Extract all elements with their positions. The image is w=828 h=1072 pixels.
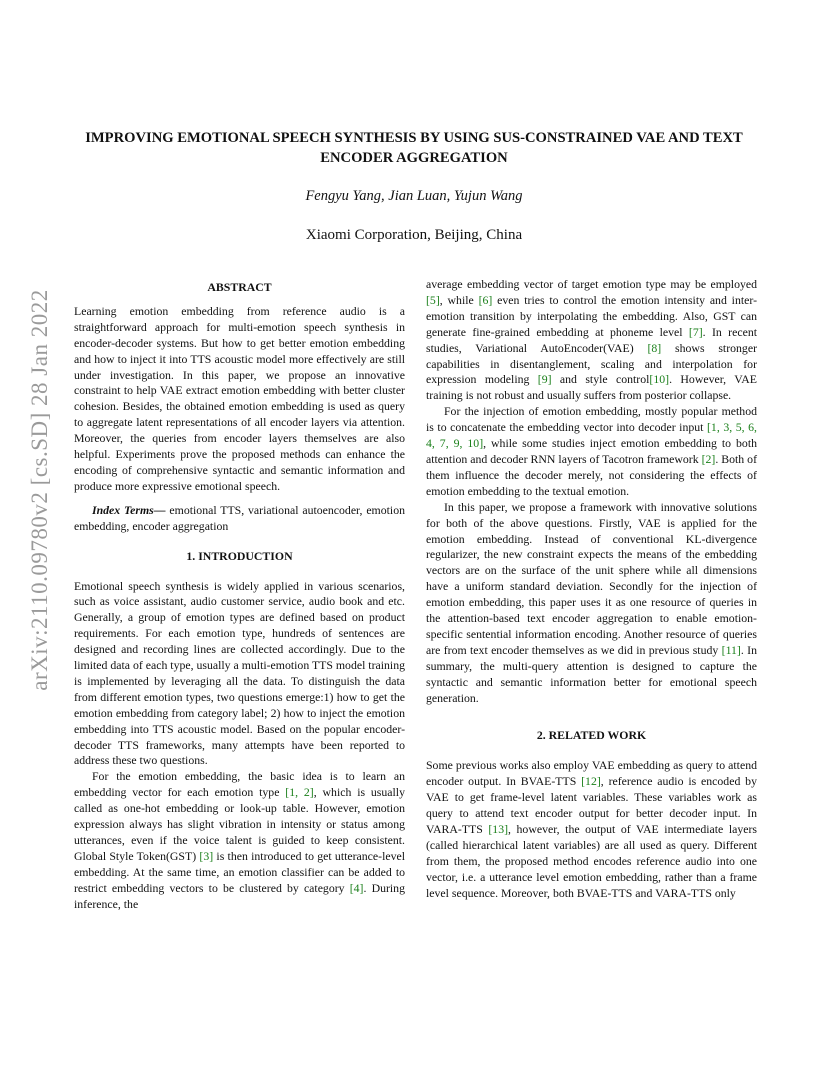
citation-link[interactable]: [7]	[688, 324, 703, 339]
text-span: Some previous works also employ VAE embedding as query to attend encoder output. In BVAE-TTS	[426, 758, 757, 789]
text-span: is then introduced to get utterance-level embedding. At the same time, an emotion classifier can be added to restrict embedding vectors to be clustered by category	[74, 848, 405, 895]
text-span: . However, VAE training is not robust and usually suffers from posterior collapse.	[426, 372, 758, 403]
paper-title: IMPROVING EMOTIONAL SPEECH SYNTHESIS BY USING SUS-CONSTRAINED VAE AND TEXT ENCODER AGGREGATION	[85, 130, 743, 166]
citation-link[interactable]: [10]	[649, 372, 670, 387]
text-span: . Both of them influence the decoder merely, not considering the effects of emotion embedding to the textual emotion.	[426, 451, 757, 498]
intro-heading: 1. INTRODUCTION	[186, 548, 293, 563]
text-span: , however, the output of VAE intermediate layers (called hierarchical latent variables) are all used as query. Different from them, the proposed method encodes reference audio into one vector, i.e. a utterance level emotion embedding, rather than a frame level sequence. Moreover, both BVAE-TTS and VARA-TTS only	[426, 822, 757, 900]
text-span: , reference audio is encoded by VAE to get frame-level latent variables. These variables work as query to attend text encoder output for better decoder input. In VARA-TTS	[426, 774, 757, 836]
paper-affiliation: Xiaomi Corporation, Beijing, China	[305, 227, 523, 243]
text-span: For the injection of emotion embedding, mostly popular method is to concatenate the embedding vector into decoder input	[426, 404, 757, 435]
text-span: , while	[439, 292, 479, 307]
text-span: . In recent studies, Variational AutoEncoder(VAE)	[426, 324, 757, 355]
index-terms	[74, 503, 405, 535]
intro-paragraph-3	[426, 277, 757, 404]
intro-paragraph-5	[426, 500, 757, 707]
intro-paragraph-2	[74, 769, 405, 912]
citation-link[interactable]: [13]	[488, 822, 509, 836]
abstract-text: Learning emotion embedding from reference audio is a straightforward approach for multi-emotion speech synthesis in encoder-decoder systems. But how to get better emotion embedding and how to inject it into TTS acoustic model more effectively are still under investigation. In this paper, we propose an innovative constraint to help VAE extract emotion embedding with better cluster cohesion. Besides, the obtained emotion embedding is used as query to aggregate latent representations of all encoder layers via attention. Moreover, the queries from encoder layers themselves are also helpful. Experiments prove the proposed methods can enhance the encoding of comprehensive syntactic and semantic information and produce more expressive emotional speech.	[74, 303, 405, 493]
text-span: . During inference, the	[74, 880, 405, 911]
text-span: average embedding vector of target emotion type may be employed	[426, 277, 757, 291]
citation-link[interactable]: [9]	[537, 372, 552, 387]
related-work-paragraph-1	[426, 758, 757, 901]
citation-link[interactable]: [5]	[426, 292, 440, 307]
citation-link[interactable]: [12]	[581, 774, 601, 789]
text-span: shows stronger capabilities in disentanglement, scaling and interpolation for expression modeling	[426, 340, 757, 387]
text-span: and style control	[551, 372, 650, 387]
abstract-heading: ABSTRACT	[207, 280, 272, 294]
citation-link[interactable]: [11]	[721, 642, 741, 657]
intro-paragraph-4	[426, 404, 757, 499]
intro-paragraph-1: Emotional speech synthesis is widely applied in various scenarios, such as voice assistant, audio customer service, audio book and etc. Generally, a group of emotion types are defined based on product requirements. For each emotion type, hundreds of sentences are designed and recording lines are collected accordingly. Due to the limited data of each type, usually a multi-emotion TTS model training is implemented by leveraging all the data. To distinguish the data from different emotion types, two questions emerge:1) how to get the emotion embedding from category label; 2) how to inject the emotion embedding into TTS acoustic model. Based on the popular encoder-decoder TTS frameworks, many attempts have been reported to address these two questions.	[74, 578, 406, 768]
citation-link[interactable]: [3]	[199, 848, 214, 863]
text-span: In this paper, we propose a framework with innovative solutions for both of the above questions. Firstly, VAE is applied for the emotion embedding. Instead of conventional KL-divergence regularizer, the new constraint expects the means of the embedding vectors are on the surface of the unit sphere while all dimensions have a uniform standard deviation. Secondly for the injection of emotion embedding, this paper uses it as one resource of queries in the attention-based text encoder aggregation to enable emotion-specific sentential information encoding. Another resource of queries are from text encoder themselves as we did in previous study	[426, 499, 757, 657]
text-span: . In summary, the multi-query attention is designed to capture the syntactic and semantic information better for emotional speech generation.	[426, 642, 757, 705]
index-terms-label: Index Terms—	[92, 502, 166, 517]
citation-link[interactable]: [1, 3, 5, 6, 4, 7, 9, 10]	[426, 420, 757, 451]
text-span: , which is usually called as one-hot embedding or look-up table. However, emotion expression always has slight vibration in intensity or status among utterances, even if the voice talent is guided to keep consistent. Global Style Token(GST)	[74, 785, 405, 863]
text-span: For the emotion embedding, the basic idea is to learn an embedding vector for each emotion type	[74, 769, 405, 800]
citation-link[interactable]: [1, 2]	[285, 785, 314, 800]
left-column	[74, 280, 405, 913]
citation-link[interactable]: [2]	[701, 451, 716, 466]
citation-link[interactable]: [4]	[349, 880, 364, 895]
arxiv-identifier: arXiv:2110.09780v2 [cs.SD] 28 Jan 2022	[27, 289, 52, 691]
index-terms-text: emotional TTS, variational autoencoder, emotion embedding, encoder aggregation	[74, 502, 405, 533]
right-column	[426, 277, 757, 902]
text-span: even tries to control the emotion intensity and inter-emotion transition by interpolating the embedding. Also, GST can generate fine-grained embedding at phoneme level	[426, 292, 757, 339]
citation-link[interactable]: [6]	[478, 292, 493, 307]
paper-authors: Fengyu Yang, Jian Luan, Yujun Wang	[305, 188, 523, 204]
text-span: , while some studies inject emotion embedding to both attention and decoder RNN layers of Tacotron framework	[426, 436, 757, 466]
citation-link[interactable]: [8]	[647, 340, 662, 355]
related-work-heading: 2. RELATED WORK	[536, 728, 647, 743]
